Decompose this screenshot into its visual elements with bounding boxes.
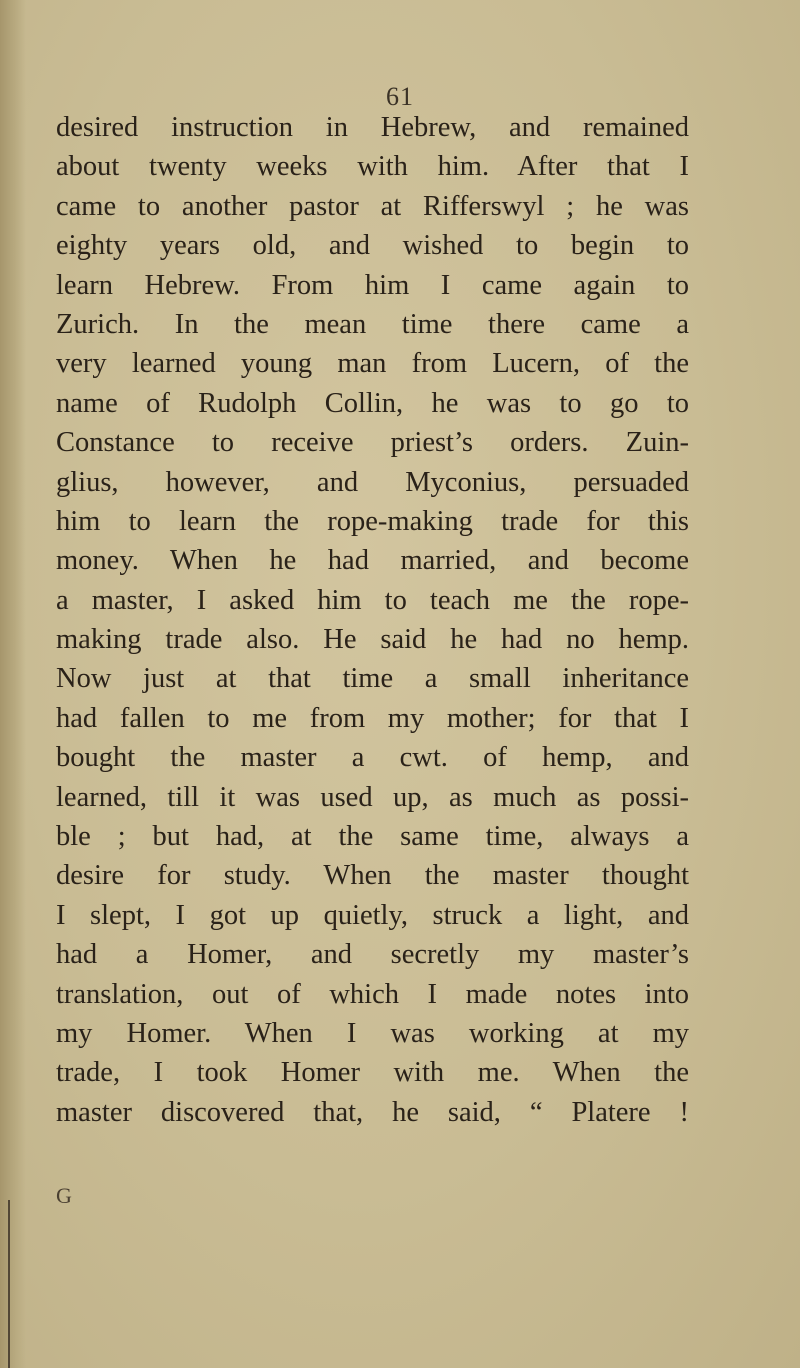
page-edge-shadow bbox=[0, 0, 26, 1368]
text-line: had fallen to me from my mother; for that I bbox=[56, 702, 689, 734]
text-line: making trade also. He said he had no hemp. bbox=[56, 624, 689, 656]
signature-mark: G bbox=[56, 1183, 72, 1208]
text-line: learned, till it was used up, as much as possi- bbox=[56, 781, 689, 813]
binding-line bbox=[8, 1200, 10, 1368]
text-line: very learned young man from Lucern, of the bbox=[56, 348, 689, 380]
text-line: name of Rudolph Collin, he was to go to bbox=[56, 387, 689, 419]
text-line: desired instruction in Hebrew, and remained bbox=[56, 112, 689, 143]
text-line: him to learn the rope-making trade for this bbox=[56, 505, 689, 537]
text-line: learn Hebrew. From him I came again to bbox=[56, 269, 689, 301]
body-text bbox=[56, 108, 689, 1132]
text-line: my Homer. When I was working at my bbox=[56, 1017, 689, 1049]
text-line: a master, I asked him to teach me the rope- bbox=[56, 584, 689, 616]
text-line: trade, I took Homer with me. When the bbox=[56, 1057, 689, 1089]
text-line: eighty years old, and wished to begin to bbox=[56, 230, 689, 262]
text-line: bought the master a cwt. of hemp, and bbox=[56, 742, 689, 774]
text-line: Now just at that time a small inheritance bbox=[56, 663, 689, 695]
text-line: Zurich. In the mean time there came a bbox=[56, 308, 689, 340]
page-number: 61 bbox=[386, 82, 414, 111]
text-line: Constance to receive priest’s orders. Zuin- bbox=[56, 427, 689, 459]
text-line: money. When he had married, and become bbox=[56, 545, 689, 577]
text-line: glius, however, and Myconius, persuaded bbox=[56, 466, 689, 498]
text-line: desire for study. When the master thought bbox=[56, 860, 689, 892]
text-line: about twenty weeks with him. After that I bbox=[56, 151, 689, 183]
text-line: came to another pastor at Rifferswyl ; he was bbox=[56, 190, 689, 222]
text-line: I slept, I got up quietly, struck a light, and bbox=[56, 899, 689, 931]
text-line: master discovered that, he said, “ Platere ! bbox=[56, 1096, 689, 1128]
text-line: had a Homer, and secretly my master’s bbox=[56, 939, 689, 971]
text-line: translation, out of which I made notes into bbox=[56, 978, 689, 1010]
text-line: ble ; but had, at the same time, always a bbox=[56, 821, 689, 853]
